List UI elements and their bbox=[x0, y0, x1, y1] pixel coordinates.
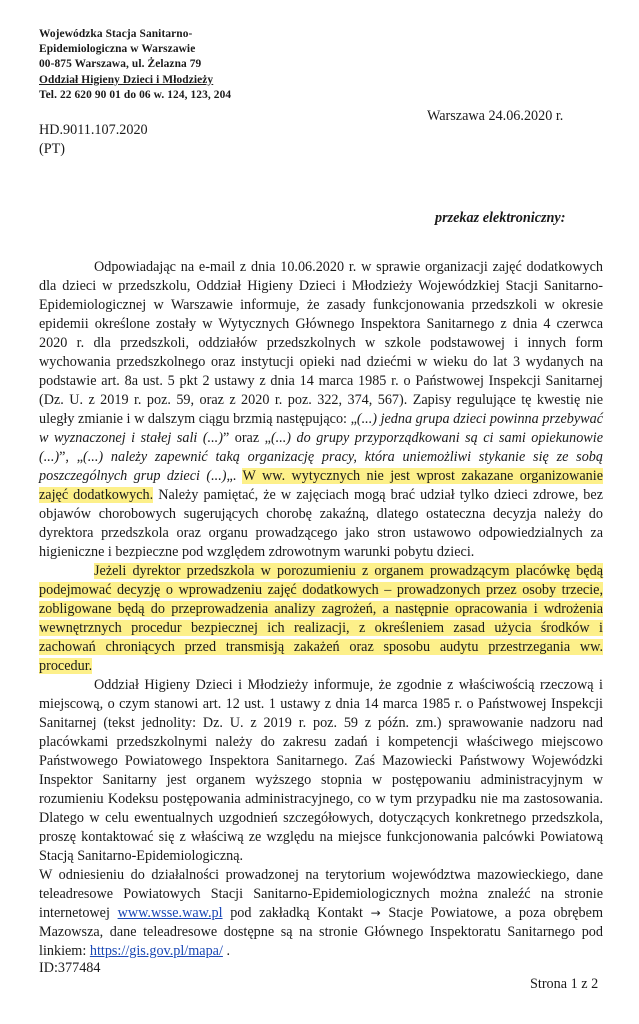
transfer-note: przekaz elektroniczny: bbox=[435, 210, 566, 226]
sender-header bbox=[39, 27, 231, 103]
document-date: Warszawa 24.06.2020 r. bbox=[427, 108, 564, 124]
page-number: Strona 1 z 2 bbox=[530, 976, 599, 992]
quote-join-3: „. bbox=[226, 468, 243, 484]
paragraph-4-text-d: . bbox=[222, 943, 231, 959]
letter-body bbox=[39, 258, 603, 961]
paragraph-1-text: Odpowiadając na e-mail z dnia 10.06.2020 r. w sprawie organizacji zajęć dodatkowych dla dzieci w przedszkolu, Oddział Higieny Dzieci i Młodzieży Wojewódzkiej Stacji Sanitarno-Epidemiologicznej w Warszawie informuje, że zasady funkcjonowania przedszkoli w okresie epidemii określone zostały w Wytycznych Głównego Inspektora Sanitarnego z dnia 4 czerwca 2020 r. dla przedszkoli, oddziałów przedszkolnych w szkole podstawowej i innych form wychowania przedszkolnego oraz instytucji opieki nad dziećmi w wieku do lat 3 wydanych na podstawie art. 8a ust. 5 pkt 2 ustawy z dnia 14 marca 1985 r. o Państwowej Inspekcji Sanitarnej (Dz. U. z 2019 r. poz. 59, oraz z 2020 r. poz. 322, 374, 567). Zapisy regulujące tę kwestię nie uległy zmianie i w dalszym ciągu brzmią następująco: „ bbox=[39, 259, 603, 427]
quote-1: (...) jedna grupa dzieci powinna przebywać w wyznaczonej i stałej sali (...) bbox=[39, 411, 603, 446]
paragraph-3: Oddział Higieny Dzieci i Młodzieży informuje, że zgodnie z właściwością rzeczową i miejscową, o czym stanowi art. 12 ust. 1 ustawy z dnia 14 marca 1985 r. o Państwowej Inspekcji Sanitarnej (tekst jednolity: Dz. U. z 2019 r. poz. 59 z późn. zm.) sprawowanie nadzoru nad placówkami przedszkolnymi należy do zakresu zadań i kompetencji właściwego miejscowo Państwowego Powiatowego Inspektora Sanitarnego. Zaś Mazowiecki Państwowy Wojewódzki Inspektor Sanitarny jest organem wyższego stopnia w postępowaniu administracyjnym w rozumieniu Kodeksu postępowania administracyjnego, co w tym przypadku nie ma zastosowania. Dlatego w celu ewentualnych uzgodnień szczegółowych, dotyczących konkretnego przedszkola, proszę kontaktować się z właściwą ze względu na miejsce funkcjonowania palcówki Powiatową Stacją Sanitarno-Epidemiologiczną. bbox=[39, 677, 603, 864]
gis-map-link[interactable]: https://gis.gov.pl/mapa/ bbox=[89, 943, 223, 959]
quote-2: (...) do grupy przyporządkowani są ci sami opiekunowie (...) bbox=[39, 430, 603, 465]
sender-phone: Tel. 22 620 90 01 do 06 w. 124, 123, 204 bbox=[39, 88, 232, 101]
paragraph-4-text-c: Stacje Powiatowe, a poza obrębem Mazowsza, dane teleadresowe dostępne są na stronie Głównego Inspektoratu Sanitarnego pod linkiem: bbox=[39, 905, 603, 959]
reference-block bbox=[39, 121, 148, 159]
sender-department: Oddział Higieny Dzieci i Młodzieży bbox=[39, 73, 214, 86]
paragraph-2 bbox=[39, 562, 603, 676]
quote-join-2: ”, „ bbox=[59, 449, 84, 465]
right-arrow-icon: → bbox=[370, 906, 381, 920]
paragraph-4-text-b: pod zakładką Kontakt bbox=[222, 905, 371, 921]
reference-number: HD.9011.107.2020 bbox=[39, 122, 148, 138]
quote-3: (...) należy zapewnić taką organizację pracy, która uniemożliwi stykanie się ze sobą poszczególnych grup dzieci (...) bbox=[39, 449, 603, 484]
highlighted-paragraph-2: Jeżeli dyrektor przedszkola w porozumieniu z organem prowadzącym placówkę będą podejmować decyzję o wprowadzeniu zajęć dodatkowych – prowadzonych przez osoby trzecie, zobligowane będą do przeprowadzenia analizy zagrożeń, a następnie opracowania i wdrożenia wewnętrznych procedur bezpiecznej ich realizacji, z określeniem zasad użycia środków i zachowań chroniących przed transmisją zakażeń oraz sposobu audytu przestrzegania ww. procedur. bbox=[39, 563, 603, 674]
highlighted-sentence-1: W ww. wytycznych nie jest wprost zakazane organizowanie zajęć dodatkowych. bbox=[39, 468, 603, 503]
paragraph-4-text-a: W odniesieniu do działalności prowadzonej na terytorium województwa mazowieckiego, dane teleadresowe Powiatowych Stacji Sanitarno-Epidemiologicznych można znaleźć na stronie internetowej bbox=[39, 867, 603, 921]
sender-name-line2: Epidemiologiczna w Warszawie bbox=[39, 43, 196, 56]
document-id: ID:377484 bbox=[39, 960, 101, 976]
quote-join-1: ” oraz „ bbox=[222, 430, 271, 446]
wsse-website-link[interactable]: www.wsse.waw.pl bbox=[117, 905, 223, 921]
sender-address: 00-875 Warszawa, ul. Żelazna 79 bbox=[39, 58, 202, 71]
sender-name-line1: Wojewódzka Stacja Sanitarno- bbox=[39, 28, 193, 40]
reference-initials: (PT) bbox=[39, 141, 66, 157]
paragraph-1-rest: Należy pamiętać, że w zajęciach mogą brać udział tylko dzieci zdrowe, bez objawów chorobowych sugerujących chorobę zakaźną, dlatego ostateczna decyzja należy do dyrektora przedszkola oraz organu prowadzącego jako stron ustawowo odpowiedzialnych za higieniczne i bezpieczne pod względem zdrowotnym warunki pobytu dzieci. bbox=[39, 487, 603, 560]
paragraph-1 bbox=[39, 258, 603, 562]
paragraph-4 bbox=[39, 866, 603, 961]
